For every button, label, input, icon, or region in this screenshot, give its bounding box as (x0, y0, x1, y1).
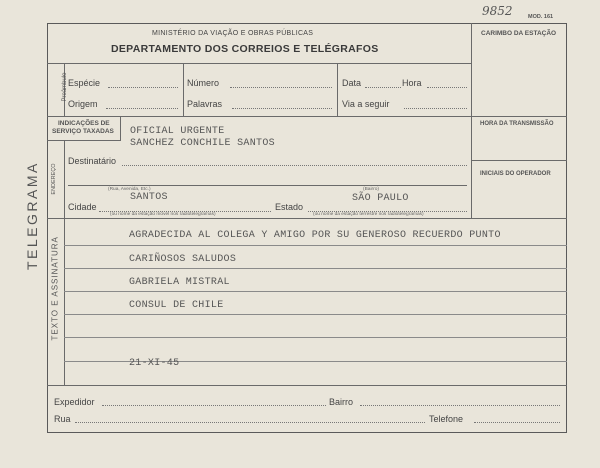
especie-field[interactable] (108, 87, 178, 88)
bairro-hint: (Bairro) (363, 187, 379, 192)
especie-label: Espécie (68, 78, 101, 88)
numero-label: Número (187, 78, 220, 88)
indicacoes-label-line2: SERVIÇO TAXADAS (52, 128, 114, 135)
texto-line-3: GABRIELA MISTRAL (129, 277, 230, 288)
texto-line-4: CONSUL DE CHILE (129, 300, 224, 311)
texto-date-stamp: 21-XI-45 (129, 358, 180, 369)
data-label: Data (342, 78, 362, 88)
endereco-name-value: SANCHEZ CONCHILE SANTOS (130, 138, 275, 149)
expedidor-label: Expedidor (54, 397, 95, 407)
estado-label: Estado (275, 202, 304, 212)
cidade-value: SANTOS (130, 192, 168, 203)
mod-number: MOD. 161 (528, 14, 554, 20)
numero-field[interactable] (230, 87, 332, 88)
indicacoes-label-line1: INDICAÇÕES DE (58, 120, 110, 127)
data-field[interactable] (365, 87, 401, 88)
endereco-side-label: ENDEREÇO (51, 163, 57, 195)
preambulo-side-label: Preâmbulo (62, 72, 68, 102)
texto-side-label: TEXTO E ASSINATURA (50, 236, 60, 341)
via-field[interactable] (404, 108, 467, 109)
hora-field[interactable] (427, 87, 467, 88)
department-title: DEPARTAMENTO DOS CORREIOS E TELÉGRAFOS (111, 43, 379, 55)
destinatario-field[interactable] (122, 165, 467, 166)
expedidor-field[interactable] (102, 405, 326, 406)
estado-hint: (ou nome da estação terrestre nos radiotelegramas) (313, 212, 424, 217)
texto-line-2: CARIÑOSOS SALUDOS (129, 254, 237, 265)
indicacoes-value: OFICIAL URGENTE (130, 126, 225, 137)
estado-value: SÃO PAULO (352, 193, 409, 204)
form-frame (47, 23, 567, 433)
rua-hint: (Rua, Avenida, Etc.) (108, 187, 151, 192)
via-label: Via a seguir (342, 99, 390, 109)
side-title-telegrama: TELEGRAMA (24, 161, 40, 270)
hora-transmissao-label: HORA DA TRANSMISSÃO (480, 121, 554, 127)
iniciais-operador-label: INICIAIS DO OPERADOR (480, 171, 551, 177)
origem-field[interactable] (106, 108, 178, 109)
handwritten-ref-number: 9852 (482, 4, 513, 18)
bairro-field[interactable] (360, 405, 560, 406)
destinatario-label: Destinatário (68, 156, 117, 166)
cidade-label: Cidade (68, 202, 97, 212)
telefone-field[interactable] (474, 422, 560, 423)
bairro-label: Bairro (329, 397, 354, 407)
hora-label: Hora (402, 78, 422, 88)
cidade-hint: (ou nome da estação móvel nos radiotelegramas) (110, 212, 216, 217)
telefone-label: Telefone (429, 414, 464, 424)
ministry-title: MINISTÉRIO DA VIAÇÃO E OBRAS PÚBLICAS (152, 30, 314, 37)
rua-label: Rua (54, 414, 71, 424)
carimbo-label: CARIMBO DA ESTAÇÃO (481, 30, 557, 37)
texto-line-1: AGRADECIDA AL COLEGA Y AMIGO POR SU GENEROSO RECUERDO PUNTO (129, 230, 501, 241)
origem-label: Origem (68, 99, 98, 109)
rua-field[interactable] (75, 422, 425, 423)
palavras-label: Palavras (187, 99, 223, 109)
palavras-field[interactable] (232, 108, 332, 109)
